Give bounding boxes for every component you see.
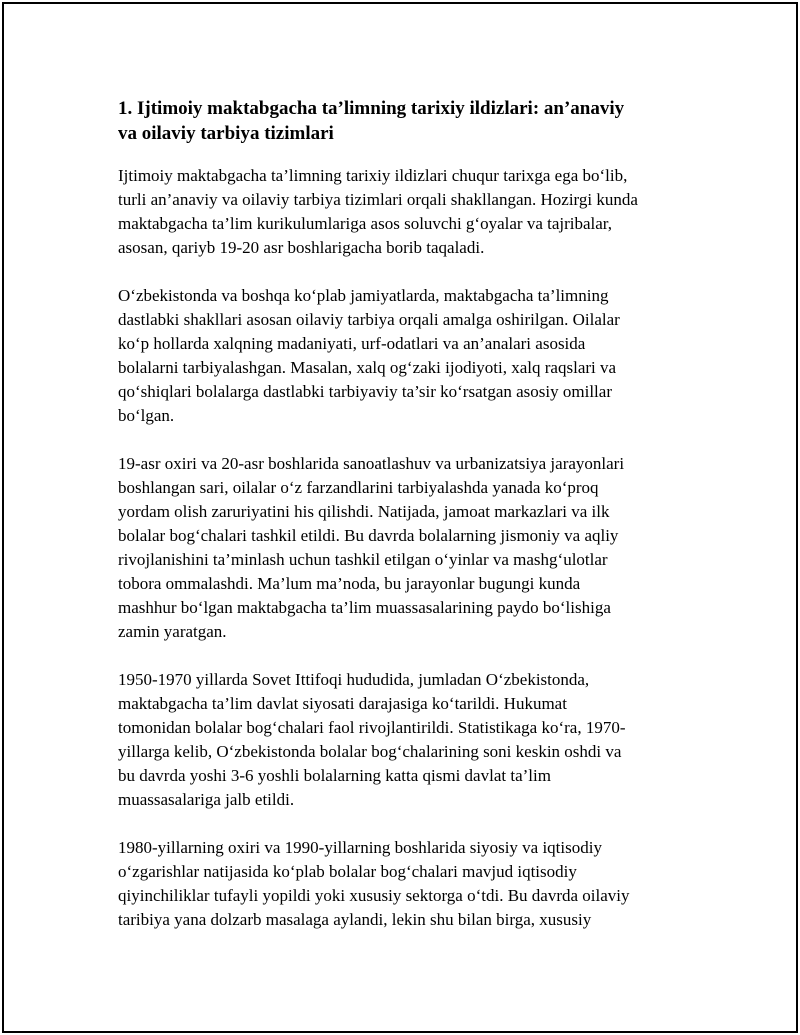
paragraph-line: tobora ommalashdi. Ma’lum ma’noda, bu jarayonlar bugungi kunda [118, 574, 581, 593]
paragraph-5 [118, 836, 638, 932]
paragraph-4 [118, 668, 638, 812]
paragraph-line: 1980-yillarning oxiri va 1990-yillarning boshlarida siyosiy va iqtisodiy [118, 838, 602, 857]
paragraph-line: zamin yaratgan. [118, 622, 227, 641]
document-content [118, 96, 638, 932]
paragraph-line: maktabgacha ta’lim davlat siyosati darajasiga ko‘tarildi. Hukumat [118, 694, 567, 713]
paragraph-line: bolalar bog‘chalari tashkil etildi. Bu davrda bolalarning jismoniy va aqliy [118, 526, 619, 545]
paragraph-1 [118, 164, 638, 260]
paragraph-line: o‘zgarishlar natijasida ko‘plab bolalar bog‘chalari mavjud iqtisodiy [118, 862, 577, 881]
paragraph-line: rivojlanishini ta’minlash uchun tashkil etilgan o‘yinlar va mashg‘ulotlar [118, 550, 608, 569]
paragraph-line: mashhur bo‘lgan maktabgacha ta’lim muassasalarining paydo bo‘lishiga [118, 598, 611, 617]
paragraph-line: turli an’anaviy va oilaviy tarbiya tizimlari orqali shakllangan. Hozirgi kunda [118, 190, 638, 209]
paragraph-line: O‘zbekistonda va boshqa ko‘plab jamiyatlarda, maktabgacha ta’limning [118, 286, 609, 305]
paragraph-2 [118, 284, 638, 428]
paragraph-line: bolalarni tarbiyalashgan. Masalan, xalq og‘zaki ijodiyoti, xalq raqslari va [118, 358, 617, 377]
paragraph-line: yordam olish zaruriyatini his qilishdi. Natijada, jamoat markazlari va ilk [118, 502, 610, 521]
paragraph-line: dastlabki shakllari asosan oilaviy tarbiya orqali amalga oshirilgan. Oilalar [118, 310, 620, 329]
paragraph-line: bu davrda yoshi 3-6 yoshli bolalarning katta qismi davlat ta’lim [118, 766, 551, 785]
paragraph-line: muassasalariga jalb etildi. [118, 790, 295, 809]
paragraph-3 [118, 452, 638, 644]
section-heading [118, 96, 638, 146]
paragraph-line: ko‘p hollarda xalqning madaniyati, urf-odatlari va an’analari asosida [118, 334, 586, 353]
paragraph-line: taribiya yana dolzarb masalaga aylandi, lekin shu bilan birga, xususiy [118, 910, 592, 929]
paragraph-line: 1950-1970 yillarda Sovet Ittifoqi hududida, jumladan O‘zbekistonda, [118, 670, 590, 689]
paragraph-line: qo‘shiqlari bolalarga dastlabki tarbiyaviy ta’sir ko‘rsatgan asosiy omillar [118, 382, 612, 401]
paragraph-line: maktabgacha ta’lim kurikulumlariga asos soluvchi g‘oyalar va tajribalar, [118, 214, 613, 233]
heading-line: 1. Ijtimoiy maktabgacha ta’limning tarixiy ildizlari: an’anaviy [118, 98, 625, 119]
paragraph-line: 19-asr oxiri va 20-asr boshlarida sanoatlashuv va urbanizatsiya jarayonlari [118, 454, 625, 473]
heading-line: va oilaviy tarbiya tizimlari [118, 123, 334, 144]
paragraph-line: boshlangan sari, oilalar o‘z farzandlarini tarbiyalashda yanada ko‘proq [118, 478, 599, 497]
paragraph-line: bo‘lgan. [118, 406, 175, 425]
paragraph-line: asosan, qariyb 19-20 asr boshlarigacha borib taqaladi. [118, 238, 485, 257]
paragraph-line: yillarga kelib, O‘zbekistonda bolalar bog‘chalarining soni keskin oshdi va [118, 742, 622, 761]
paragraph-line: tomonidan bolalar bog‘chalari faol rivojlantirildi. Statistikaga ko‘ra, 1970- [118, 718, 626, 737]
paragraph-line: qiyinchiliklar tufayli yopildi yoki xususiy sektorga o‘tdi. Bu davrda oilaviy [118, 886, 630, 905]
paragraph-line: Ijtimoiy maktabgacha ta’limning tarixiy ildizlari chuqur tarixga ega bo‘lib, [118, 166, 628, 185]
